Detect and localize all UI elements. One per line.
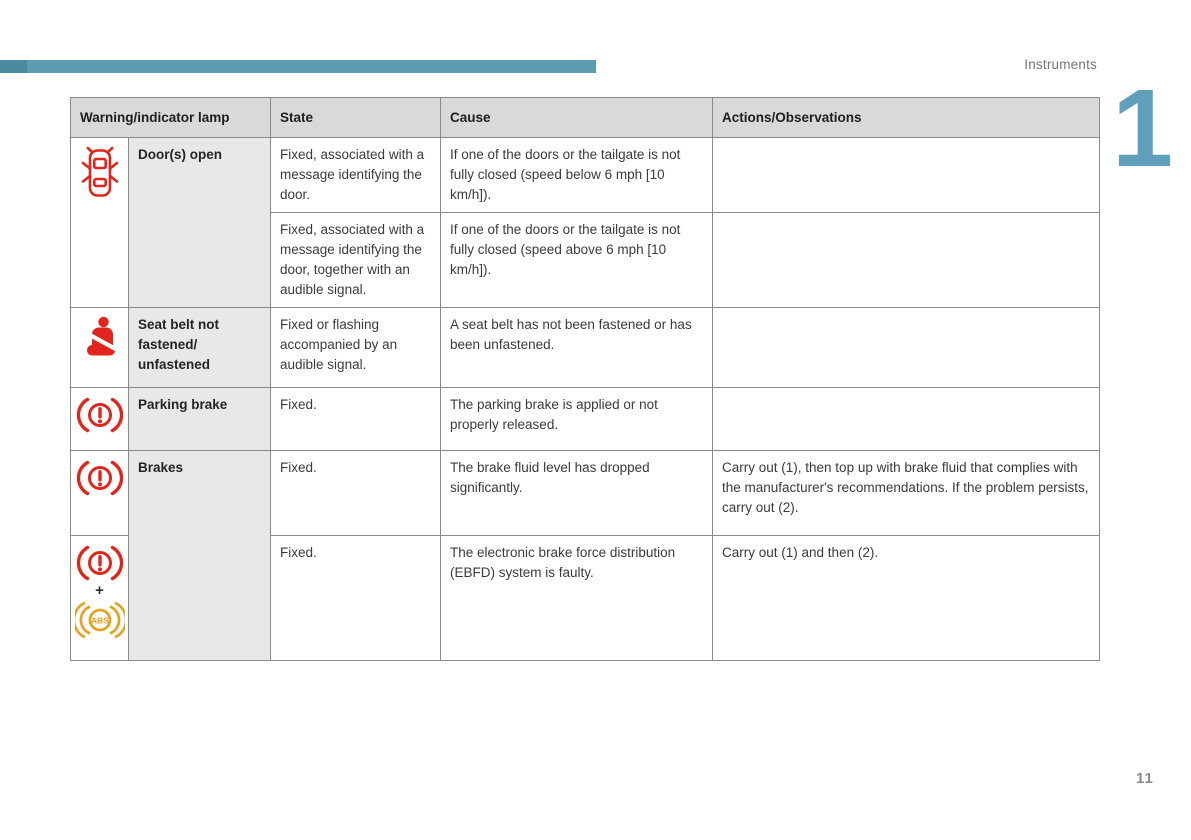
cause-cell: The parking brake is applied or not properly released. xyxy=(441,388,713,451)
state-cell: Fixed. xyxy=(271,451,441,536)
column-header-cause: Cause xyxy=(441,98,713,138)
table-row xyxy=(71,308,1100,388)
brake-lamp-cell xyxy=(71,451,129,536)
page-number: 11 xyxy=(1136,770,1154,787)
lamp-name: Parking brake xyxy=(129,388,271,451)
column-header-actions: Actions/Observations xyxy=(713,98,1100,138)
plus-sign: + xyxy=(95,582,104,599)
brake-warning-lamp-icon xyxy=(77,459,123,497)
seat-belt-lamp-icon xyxy=(82,316,118,360)
state-cell: Fixed. xyxy=(271,388,441,451)
lamp-name: Seat belt not fastened/ unfastened xyxy=(129,308,271,388)
actions-cell xyxy=(713,388,1100,451)
section-label: Instruments xyxy=(1024,57,1097,72)
header-accent-bar-left-segment xyxy=(0,60,27,73)
cause-cell: If one of the doors or the tailgate is not fully closed (speed above 6 mph [10 km/h]). xyxy=(441,213,713,308)
column-header-state: State xyxy=(271,98,441,138)
actions-cell: Carry out (1) and then (2). xyxy=(713,536,1100,661)
cause-cell: If one of the doors or the tailgate is not fully closed (speed below 6 mph [10 km/h]). xyxy=(441,138,713,213)
seat-belt-lamp-cell xyxy=(71,308,129,388)
cause-cell: The electronic brake force distribution (EBFD) system is faulty. xyxy=(441,536,713,661)
cause-cell: The brake fluid level has dropped significantly. xyxy=(441,451,713,536)
door-open-lamp-icon xyxy=(80,146,120,200)
table-row xyxy=(71,388,1100,451)
actions-cell xyxy=(713,138,1100,213)
warning-lamp-table xyxy=(70,97,1100,661)
abs-lamp-icon xyxy=(75,600,125,640)
brake-warning-lamp-icon xyxy=(77,396,123,434)
lamp-name: Door(s) open xyxy=(129,138,271,308)
cause-cell: A seat belt has not been fastened or has been unfastened. xyxy=(441,308,713,388)
parking-brake-lamp-cell xyxy=(71,388,129,451)
actions-cell xyxy=(713,308,1100,388)
brake-abs-lamp-cell xyxy=(71,536,129,661)
brake-warning-lamp-icon xyxy=(77,544,123,582)
chapter-number: 1 xyxy=(1112,67,1174,190)
table-row xyxy=(71,138,1100,213)
door-open-lamp-cell xyxy=(71,138,129,308)
state-cell: Fixed, associated with a message identifying the door. xyxy=(271,138,441,213)
abs-lamp-label: ABS xyxy=(90,615,109,626)
actions-cell xyxy=(713,213,1100,308)
header-accent-bar xyxy=(0,60,596,73)
state-cell: Fixed or flashing accompanied by an audible signal. xyxy=(271,308,441,388)
table-header-row xyxy=(71,98,1100,138)
state-cell: Fixed, associated with a message identifying the door, together with an audible signal. xyxy=(271,213,441,308)
actions-cell: Carry out (1), then top up with brake fluid that complies with the manufacturer's recommendations. If the problem persists, carry out (2). xyxy=(713,451,1100,536)
state-cell: Fixed. xyxy=(271,536,441,661)
table-row xyxy=(71,451,1100,536)
lamp-name: Brakes xyxy=(129,451,271,661)
column-header-warning-lamp: Warning/indicator lamp xyxy=(71,98,271,138)
